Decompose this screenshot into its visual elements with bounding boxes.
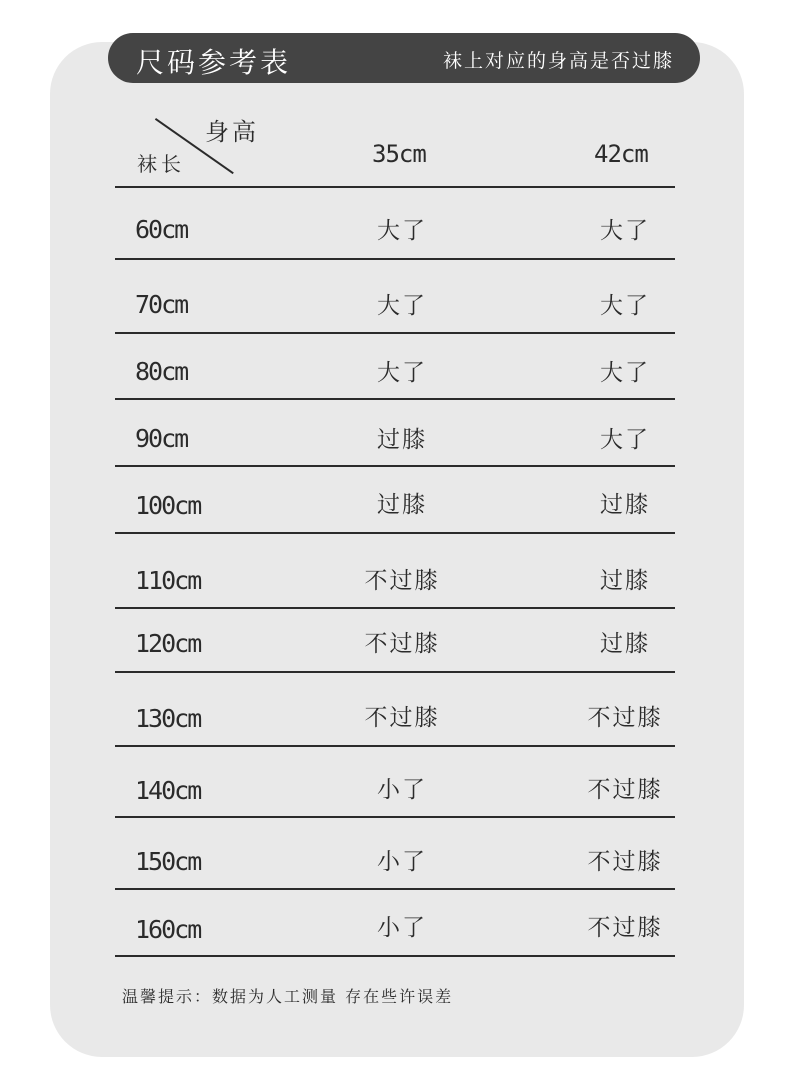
row-label: 160cm [135,915,201,944]
row-label: 120cm [135,629,201,658]
table-divider [115,532,675,534]
table-cell: 大了 [600,427,650,453]
column-header-42cm: 42cm [594,140,648,168]
row-label: 80cm [135,357,188,386]
table-cell: 小了 [377,777,427,803]
table-divider [115,332,675,334]
table-cell: 过膝 [377,427,427,453]
row-label: 70cm [135,290,188,319]
row-label: 140cm [135,776,201,805]
table-cell: 不过膝 [587,915,663,941]
table-cell: 不过膝 [364,705,440,731]
table-cell: 不过膝 [587,849,663,875]
table-cell: 大了 [600,218,650,244]
corner-label-sock-length: 袜长 [137,152,185,176]
table-divider [115,186,675,188]
table-cell: 大了 [600,360,650,386]
table-cell: 过膝 [600,492,650,518]
footer-note: 温馨提示：数据为人工测量 存在些许误差 [122,987,454,1006]
corner-label-height: 身高 [205,118,259,146]
size-chart-card [50,42,744,1057]
table-cell: 大了 [600,293,650,319]
table-divider [115,465,675,467]
row-label: 100cm [135,491,201,520]
table-divider [115,745,675,747]
row-label: 60cm [135,215,188,244]
table-divider [115,671,675,673]
table-cell: 过膝 [377,492,427,518]
header-bar [108,33,700,83]
table-cell: 小了 [377,915,427,941]
table-cell: 不过膝 [587,705,663,731]
row-label: 150cm [135,847,201,876]
page-title: 尺码参考表 [136,46,292,79]
row-label: 130cm [135,704,201,733]
page-subtitle: 袜上对应的身高是否过膝 [442,50,674,72]
table-divider [115,398,675,400]
table-cell: 过膝 [600,568,650,594]
table-divider [115,955,675,957]
column-header-35cm: 35cm [372,140,426,168]
table-divider [115,607,675,609]
table-cell: 大了 [377,360,427,386]
row-label: 90cm [135,424,188,453]
table-cell: 大了 [377,293,427,319]
table-cell: 小了 [377,849,427,875]
table-cell: 大了 [377,218,427,244]
table-cell: 不过膝 [364,568,440,594]
table-cell: 不过膝 [587,777,663,803]
table-cell: 过膝 [600,631,650,657]
table-divider [115,816,675,818]
row-label: 110cm [135,566,201,595]
table-cell: 不过膝 [364,631,440,657]
table-divider [115,258,675,260]
table-divider [115,888,675,890]
